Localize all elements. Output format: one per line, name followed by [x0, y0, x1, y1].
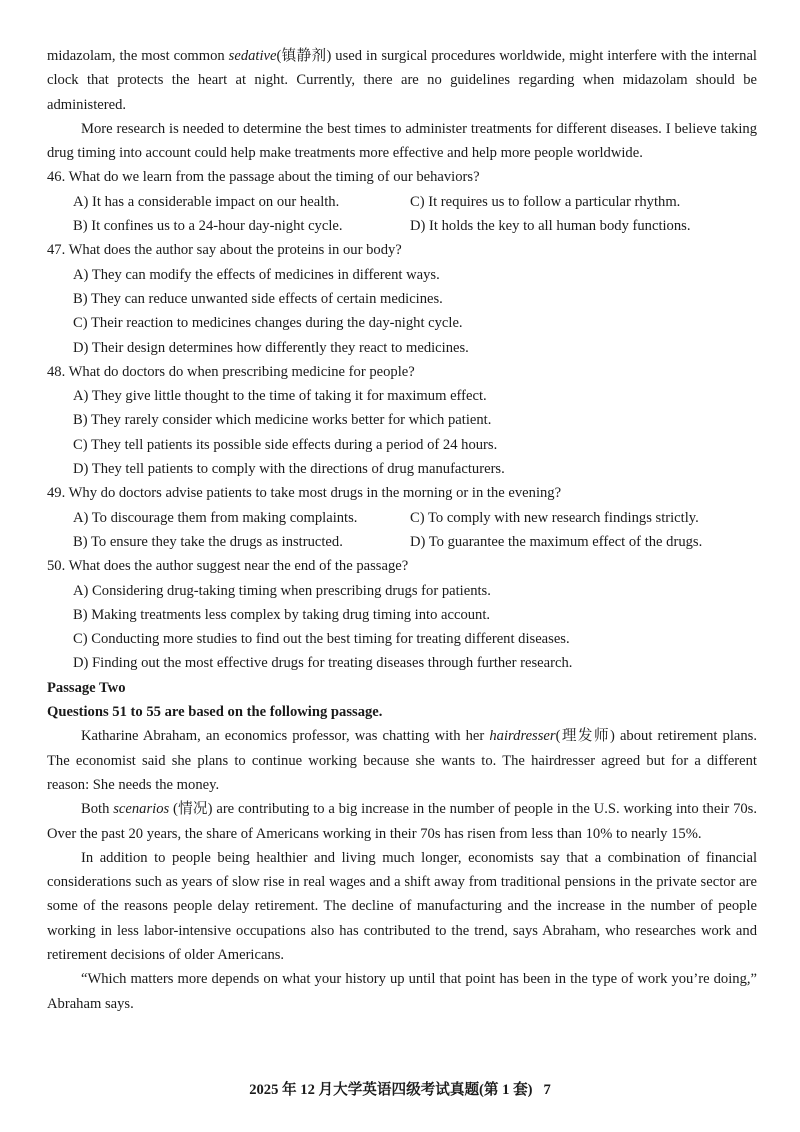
- option-d[interactable]: D) Finding out the most effective drugs for treating diseases through further research.: [73, 655, 573, 672]
- question-stem: 50. What does the author suggest near the end of the passage?: [47, 558, 409, 575]
- exam-page: [47, 44, 757, 1016]
- glossed-term: sedative: [228, 48, 277, 64]
- option-a[interactable]: A) They give little thought to the time of taking it for maximum effect.: [73, 388, 487, 405]
- option-a[interactable]: A) To discourage them from making complaints.: [73, 509, 358, 526]
- passage-two-paragraph: Katharine Abraham, an economics professor, was chatting with her hairdresser(理发师) about retirement plans. The economist said she plans to continue working because she wants to. The hairdresser agreed but for a different reason: She needs the money.: [47, 728, 757, 793]
- option-c[interactable]: C) Conducting more studies to find out the best timing for treating different diseases.: [73, 631, 570, 648]
- option-b[interactable]: B) They can reduce unwanted side effects of certain medicines.: [73, 290, 443, 307]
- question-50: [47, 554, 757, 675]
- passage-one-paragraph: More research is needed to determine the best times to administer treatments for different diseases. I believe taking drug timing into account could help make treatments more effective and help more people worldwide.: [47, 120, 757, 162]
- question-stem: 49. Why do doctors advise patients to take most drugs in the morning or in the evening?: [47, 485, 562, 502]
- page-footer: 2025 年 12 月大学英语四级考试真题(第 1 套) 7: [249, 1082, 551, 1098]
- passage-one-paragraph: midazolam, the most common sedative(镇静剂) used in surgical procedures worldwide, might interfere with the internal clock that protects the heart at night. Currently, there are no guidelines regarding when midazolam should be administered.: [47, 48, 757, 113]
- question-46: [47, 165, 757, 238]
- option-c[interactable]: C) It requires us to follow a particular rhythm.: [410, 193, 681, 210]
- option-b[interactable]: B) They rarely consider which medicine works better for which patient.: [73, 412, 492, 429]
- glossed-term: scenarios: [113, 801, 170, 818]
- option-d[interactable]: D) Their design determines how differently they react to medicines.: [73, 339, 469, 356]
- option-d[interactable]: D) It holds the key to all human body functions.: [410, 218, 691, 235]
- question-48: [47, 360, 757, 481]
- question-stem: 47. What does the author say about the proteins in our body?: [47, 242, 402, 259]
- option-a[interactable]: A) They can modify the effects of medicines in different ways.: [73, 266, 440, 283]
- question-stem: 48. What do doctors do when prescribing medicine for people?: [47, 363, 415, 380]
- question-49: [47, 481, 757, 554]
- option-b[interactable]: B) To ensure they take the drugs as instructed.: [73, 533, 343, 550]
- option-b[interactable]: B) Making treatments less complex by taking drug timing into account.: [73, 606, 491, 623]
- glossed-term: hairdresser: [489, 728, 556, 745]
- option-c[interactable]: C) They tell patients its possible side effects during a period of 24 hours.: [73, 436, 498, 453]
- option-c[interactable]: C) Their reaction to medicines changes during the day-night cycle.: [73, 315, 463, 332]
- passage-two-paragraph: In addition to people being healthier and living much longer, economists say that a combination of financial considerations such as years of slow rise in real wages and a shift away from traditional pensions in the private sector are some of the reasons people delay retirement. The decline of manufacturing and the increase in the number of people working in less labor-intensive occupations also has contributed to the trend, says Abraham, who researches work and retirement decisions of older Americans.: [47, 849, 757, 963]
- option-d[interactable]: D) To guarantee the maximum effect of the drugs.: [410, 533, 703, 550]
- option-d[interactable]: D) They tell patients to comply with the directions of drug manufacturers.: [73, 461, 505, 478]
- passage-two-paragraph: Both scenarios (情况) are contributing to a big increase in the number of people in the U.S. working into their 70s. Over the past 20 years, the share of Americans working in their 70s has risen from less than 10% to nearly 15%.: [47, 801, 758, 842]
- passage-two-paragraph: “Which matters more depends on what your history up until that point has been in the type of work you’re doing,” Abraham says.: [47, 971, 757, 1012]
- option-b[interactable]: B) It confines us to a 24-hour day-night cycle.: [73, 218, 343, 235]
- question-stem: 46. What do we learn from the passage about the timing of our behaviors?: [47, 169, 480, 186]
- passage-two-subheading: Questions 51 to 55 are based on the following passage.: [47, 704, 383, 721]
- question-47: [47, 238, 757, 359]
- option-c[interactable]: C) To comply with new research findings strictly.: [410, 509, 699, 526]
- passage-two-heading: Passage Two: [47, 679, 126, 696]
- option-a[interactable]: A) It has a considerable impact on our health.: [73, 193, 340, 210]
- option-a[interactable]: A) Considering drug-taking timing when prescribing drugs for patients.: [73, 582, 491, 599]
